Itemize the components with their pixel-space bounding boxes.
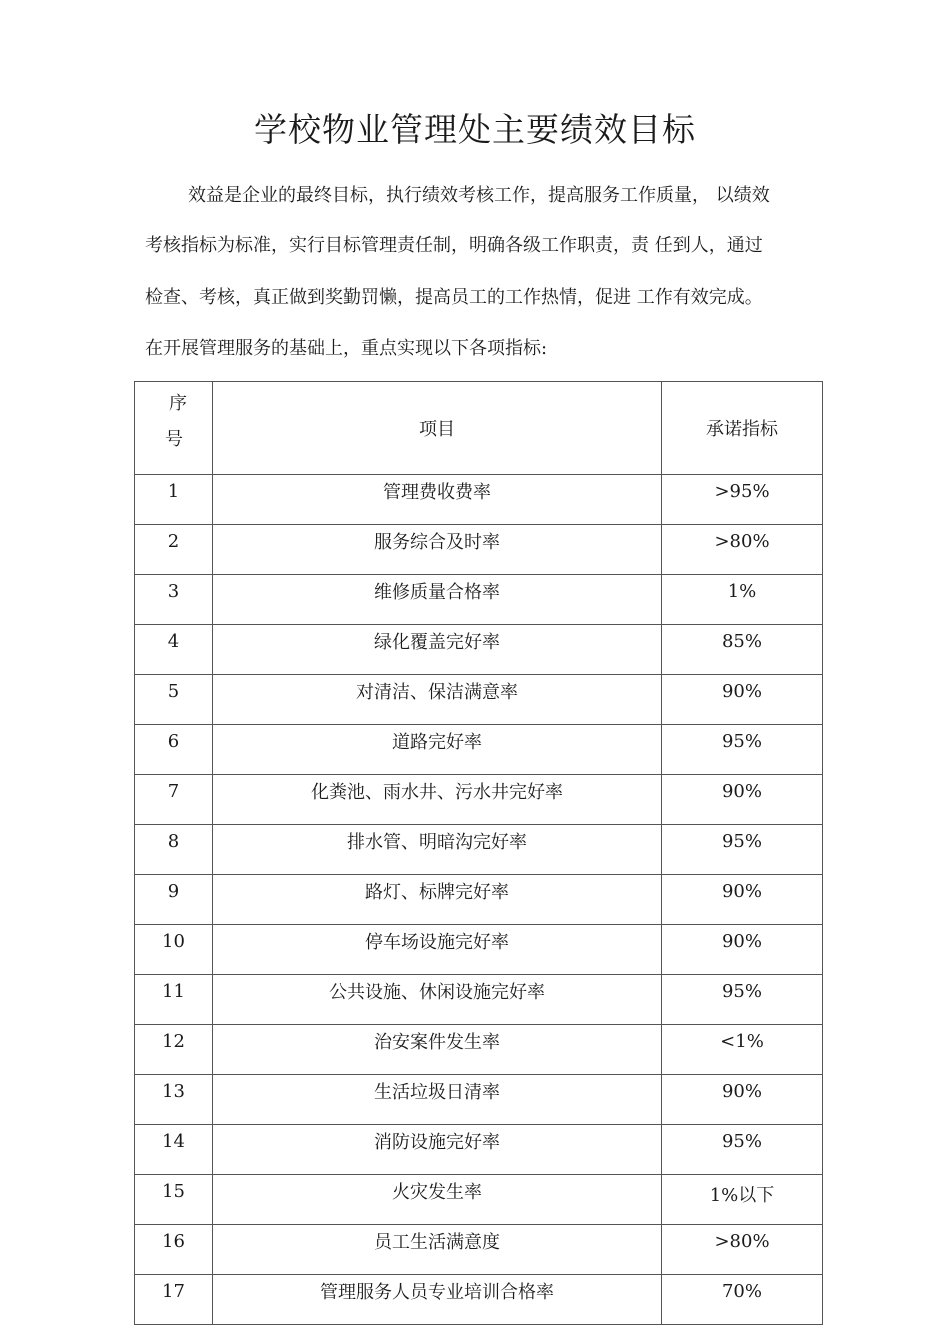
row-item: 管理费收费率 (213, 475, 662, 525)
header-target: 承诺指标 (662, 382, 823, 475)
table-row (135, 875, 823, 925)
table-row (135, 625, 823, 675)
table-row (135, 925, 823, 975)
table-row (135, 975, 823, 1025)
row-item: 生活垃圾日清率 (213, 1075, 662, 1125)
row-seq: 14 (135, 1125, 213, 1175)
row-seq: 6 (135, 725, 213, 775)
table-row (135, 1075, 823, 1125)
row-item: 火灾发生率 (213, 1175, 662, 1225)
table-row (135, 1125, 823, 1175)
row-target: 95% (662, 975, 823, 1025)
row-seq: 15 (135, 1175, 213, 1225)
row-target: >95% (662, 475, 823, 525)
table-row (135, 1025, 823, 1075)
header-seq (135, 382, 213, 475)
row-item: 治安案件发生率 (213, 1025, 662, 1075)
row-target: 90% (662, 925, 823, 975)
row-item: 绿化覆盖完好率 (213, 625, 662, 675)
table-row (135, 1225, 823, 1275)
table-row (135, 825, 823, 875)
performance-targets-table (134, 381, 823, 1325)
row-seq: 3 (135, 575, 213, 625)
header-item: 项目 (213, 382, 662, 475)
row-seq: 1 (135, 475, 213, 525)
table-row (135, 475, 823, 525)
row-item: 道路完好率 (213, 725, 662, 775)
row-item: 员工生活满意度 (213, 1225, 662, 1275)
row-target: 95% (662, 1125, 823, 1175)
row-seq: 12 (135, 1025, 213, 1075)
table-row (135, 525, 823, 575)
table-header-row (135, 382, 823, 475)
row-seq: 17 (135, 1275, 213, 1325)
row-item: 化粪池、雨水井、污水井完好率 (213, 775, 662, 825)
header-seq-bottom: 号 (165, 429, 183, 450)
row-item: 服务综合及时率 (213, 525, 662, 575)
row-target: <1% (662, 1025, 823, 1075)
row-seq: 8 (135, 825, 213, 875)
row-target: 90% (662, 875, 823, 925)
table-row (135, 725, 823, 775)
row-target: 90% (662, 675, 823, 725)
row-item: 公共设施、休闲设施完好率 (213, 975, 662, 1025)
document-title: 学校物业管理处主要绩效目标 (254, 110, 696, 149)
row-seq: 16 (135, 1225, 213, 1275)
row-seq: 7 (135, 775, 213, 825)
row-target: >80% (662, 1225, 823, 1275)
table-row (135, 1175, 823, 1225)
row-item: 对清洁、保洁满意率 (213, 675, 662, 725)
table-row (135, 575, 823, 625)
row-item: 停车场设施完好率 (213, 925, 662, 975)
intro-line-1: 效益是企业的最终目标，执行绩效考核工作，提高服务工作质量， 以绩效 (188, 185, 770, 206)
row-target: 1% (662, 575, 823, 625)
table-row (135, 675, 823, 725)
header-seq-top: 序 (169, 393, 187, 414)
row-target: 70% (662, 1275, 823, 1325)
row-seq: 9 (135, 875, 213, 925)
row-target: 1%以下 (662, 1175, 823, 1225)
row-item: 消防设施完好率 (213, 1125, 662, 1175)
table-row (135, 775, 823, 825)
row-seq: 5 (135, 675, 213, 725)
row-target: 90% (662, 775, 823, 825)
row-target: 95% (662, 825, 823, 875)
row-seq: 4 (135, 625, 213, 675)
row-seq: 13 (135, 1075, 213, 1125)
row-item: 排水管、明暗沟完好率 (213, 825, 662, 875)
row-item: 路灯、标牌完好率 (213, 875, 662, 925)
row-item: 管理服务人员专业培训合格率 (213, 1275, 662, 1325)
row-target: 85% (662, 625, 823, 675)
intro-line-2: 考核指标为标准，实行目标管理责任制，明确各级工作职责，责 任到人，通过 (145, 235, 763, 256)
row-seq: 11 (135, 975, 213, 1025)
intro-line-3: 检查、考核，真正做到奖勤罚懒，提高员工的工作热情，促进 工作有效完成。 (145, 287, 763, 308)
intro-line-4: 在开展管理服务的基础上，重点实现以下各项指标: (145, 338, 548, 359)
table-row (135, 1275, 823, 1325)
row-seq: 10 (135, 925, 213, 975)
row-target: 90% (662, 1075, 823, 1125)
row-seq: 2 (135, 525, 213, 575)
row-item: 维修质量合格率 (213, 575, 662, 625)
row-target: 95% (662, 725, 823, 775)
row-target: >80% (662, 525, 823, 575)
